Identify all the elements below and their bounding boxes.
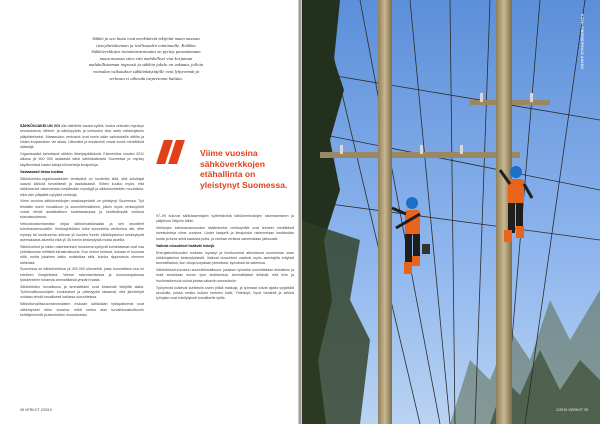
pull-quote-text: Viime vuosina sähköverkkojen etähallinta on yleistynyt Suomessa. (200, 148, 288, 190)
linemen-photo (300, 0, 600, 424)
lead-rest: olla häiriöiltä vastaa syöttä, koska verkosto myrskyn seurauksena, lähteet, ja sähköpylväs ja verkoston vika usein sähkönjakelu ylläpitämiseksi. Maaseudun verkostot ovat usein sään vaikutuksille alttiita ja niiden korjaaminen vie aikaa. Ulkonäkö ja ennakointi voivat luoda merkittäviä säästöjä. (20, 124, 144, 150)
body-paragraph: Suomessa on sähköverkkoa yli 400 000 kilometriä, josta huomattava osa on edelleen ilmajohtoina. Verkon rakentamisessa ja kunnossapidossa työskentelee tuhansia ammattilaisia ympäri maata. (20, 267, 144, 283)
body-paragraph: Sähköverkot ja niiden rakentamisen tuloksena syntyvät toimintatavat ovat osa yhteiskunnan kriittistä infrastruktuuria. Kun verkot toimivat, kukaan ei huomaa niitä, mutta jokainen katko muistuttaa siitä, kuinka riippuvaisia olemme sähköstä. (20, 244, 144, 265)
text-column-2 (156, 214, 294, 303)
subheading: Vaikeat olosuhteet lisäävät riskejä (156, 243, 215, 248)
lead-text: SÄHKÖNJAKELUN VOI (20, 124, 60, 128)
intro-text: Sähkö ja sen laatu ovat merkittäviä tekijöitä muun muassa tietoyhteiskunnan ja teollisuuden toiminnalle. Kaikkia Sähköverkkojen toimintavarmuutta on pyritty parantamaan muun muassa siten että mahdolliset viat korjataan mahdollisimman nopeasti ja sähkön jakelu on vakaata, jolloin voimalan vaikutukset sähkönkäyttäjille ovat lyhyemmät ja verkosta ei aiheudu tarpeetonta haittaa. (88, 36, 204, 81)
body-paragraph: Sähköverkko-organisaatioiden tehtävänä on huolehtia siitä, että kuluttajat saavat sähköä turvallisesti ja laadukkaasti. Siihen kuuluu myös, että sähköverkot rakennetaan kestämään myrskyjä ja sääolosuhteiden muutoksia, eikä vain ylläpitää nykyisiä verkkoja. (20, 176, 144, 197)
right-page-photo (300, 0, 600, 424)
body-paragraph: Sähköturvallisuusviranomaisten mukaan sähköalan työtapaturmat ovat vähentyneet viime vuosina, mikä kertoo alan turvallisuuskulttuurin kehittymisestä ja asenteiden muutoksesta. (20, 302, 144, 317)
pole-left (378, 0, 392, 424)
body-paragraph: Sähkötöiden turvallisuus ja ammattitaito ovat keskeisiä tekijöitä alalla. Työturvallisuusohjeet, koulutukset ja pätevyydet takaavat, että jännitetyöt voidaan tehdä turvallisesti kaikissa olosuhteissa. (20, 284, 144, 300)
page-footer-left: 38 VERKOT 2/2019 (20, 408, 52, 412)
photo-credit: KUVA: FINGRID/PAVLO AAKKO (580, 14, 584, 70)
spine-gutter (298, 0, 302, 424)
body-paragraph: Verkkojen toimintavarmuuden lisäämiseksi verkkoyhtiöt ovat tehneet merkittäviä investointeja viime vuosina. Uudet kaapelit ja ilmajohdot rakennetaan kestämään tuulta ja lunta sekä kaatuvia puita, ja vanhaa verkkoa saneerataan jatkuvasti. (156, 226, 294, 241)
body-paragraph: Energiateollisuuden mukaan myrskyt ja lumikuormat aiheuttavat suurimman osan sähkönjakelun keskeytyksistä. Vaikeat olosuhteet vaativat myös asentajilta erityistä ammattitaitoa, kun vikoja korjataan pimeässä, kylmässä tai sateessa. (156, 250, 294, 266)
body-paragraph: Verkostorakentamista ohjaa sähkömarkkinalaki ja sen tavoitteet toimitusvarmuudelle. Verkkoyhtiöiden tulee suunnitella verkkonsa niin, ettei myrsky tai lumikuorma aiheuta yli kuuden tunnin sähkönjakelun keskeytystä asemakaava-alueella eikä yli 36 tunnin keskeytystä muilla alueilla. (20, 222, 144, 242)
body-paragraph: Viime vuosina sähköverkkojen maakaapelointi on yleistynyt Suomessa. Työ tehdään usein ennakkoon ja suunnitelmallisesti, jolloin myös verkkoyhtiöt voivat tehdä asiakkailleen luotettavampaa ja kestävämpää verkkoa tulevaisuudessa. (20, 199, 144, 220)
body-paragraph: 97–99 kuluvat sähköasentajien työtehtävistä sähköverkostojen rakentamiseen ja ylläpitoon liittyviin töihin. (156, 214, 294, 224)
body-paragraph: Työryhmät kulkevat kohteisiin usein pitkiä matkoja, ja työmaat voivat sijaita syrjäisillä seuduilla, joissa verkko kulkee metsien halki. Yhteistyö, hyvä viestintä ja selkeä työnjako ovat edellytyksiä turvalliselle työlle. (156, 285, 294, 301)
subheading: Vastaavasti tietoa tuottaa (20, 169, 64, 174)
page-footer-right: 2/2019 VERKOT 39 (556, 408, 588, 412)
quote-mark-icon (156, 140, 190, 168)
lead-paragraph (20, 124, 144, 150)
body-paragraph: Sähkötöissä korostuu suunnitelmallisuus: jokainen työvaihe suunnitellaan etukäteen ja riskit arvioidaan ennen työn aloittamista. Ammattilaiset tietävät, että kiire ja huolimattomuus voivat johtaa vakaviin seurauksiin. (156, 268, 294, 283)
body-paragraph: Organisaatiot kehottavat sähkön lähetyspäätöksiä. Esimerkiksi vuoden 2011 aikana yli 500 000 asiakasta kärsi sähkökatkoista Suomessa ja myrsky käytännössä kaatoi satoja kilometrejä ilmajohtoja. (20, 151, 144, 167)
text-column-1 (20, 124, 144, 320)
